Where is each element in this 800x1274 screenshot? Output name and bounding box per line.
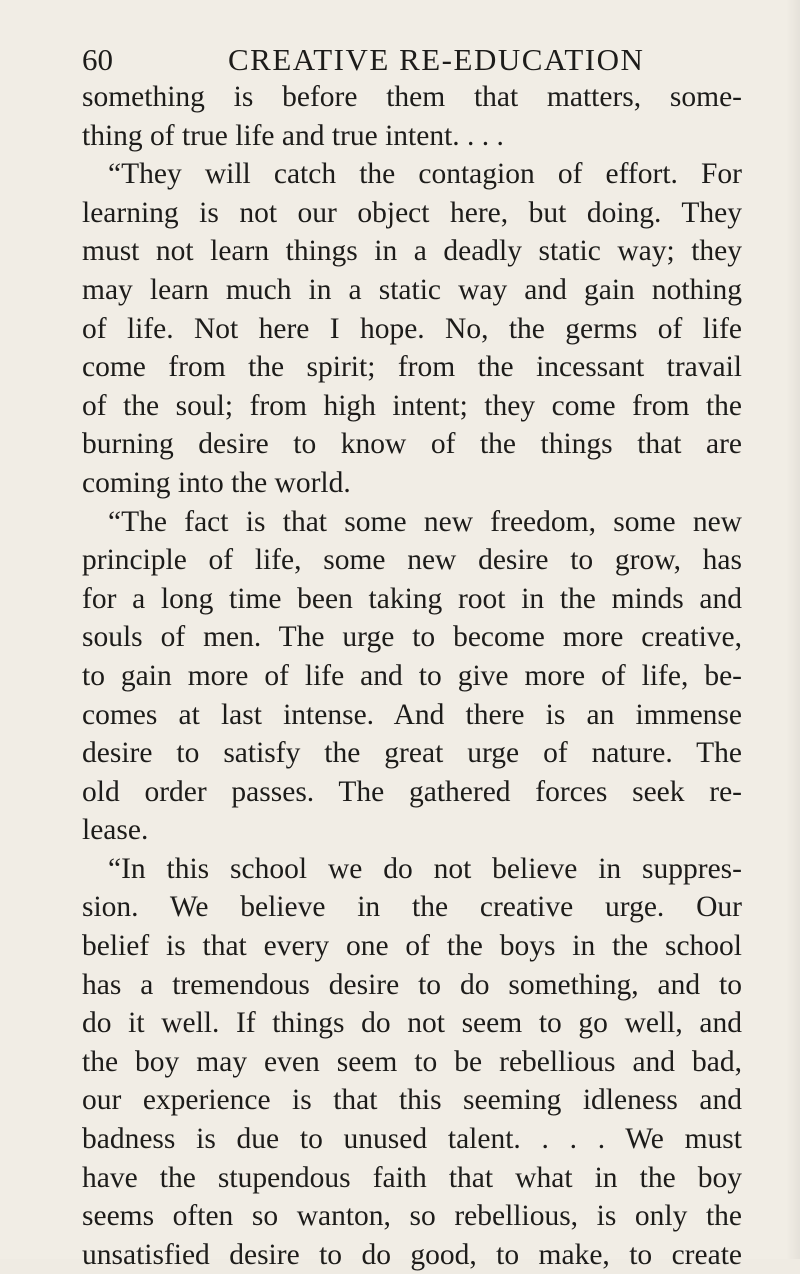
text-line: thing of true life and true intent. . . . bbox=[82, 119, 504, 152]
page-number: 60 bbox=[82, 42, 113, 77]
text-line: “They will catch the contagion of effort. For bbox=[108, 158, 742, 191]
text-line: must not learn things in a deadly static way; they bbox=[82, 235, 742, 268]
text-line: principle of life, some new desire to grow, has bbox=[82, 544, 742, 577]
body-text bbox=[82, 78, 742, 1274]
text-line: learning is not our object here, but doing. They bbox=[82, 196, 742, 229]
text-line: do it well. If things do not seem to go well, and bbox=[82, 1007, 742, 1040]
page-header bbox=[82, 38, 742, 82]
text-line: to gain more of life and to give more of life, be- bbox=[82, 659, 742, 692]
text-line: come from the spirit; from the incessant travail bbox=[82, 351, 742, 384]
page-edge-shadow bbox=[786, 0, 800, 1259]
text-line: burning desire to know of the things that are bbox=[82, 428, 742, 461]
text-line: the boy may even seem to be rebellious and bad, bbox=[82, 1045, 742, 1078]
text-line: has a tremendous desire to do something, and to bbox=[82, 968, 742, 1001]
text-line: have the stupendous faith that what in the boy bbox=[82, 1161, 742, 1194]
text-line: our experience is that this seeming idleness and bbox=[82, 1084, 742, 1117]
running-head: CREATIVE RE-EDUCATION bbox=[228, 42, 645, 77]
text-line: “In this school we do not believe in suppres- bbox=[108, 852, 742, 885]
text-line: old order passes. The gathered forces seek re- bbox=[82, 775, 742, 808]
text-line: desire to satisfy the great urge of nature. The bbox=[82, 737, 742, 770]
text-line: lease. bbox=[82, 814, 149, 847]
text-line: may learn much in a static way and gain nothing bbox=[82, 273, 742, 306]
text-line: belief is that every one of the boys in the school bbox=[82, 930, 742, 963]
text-line: of life. Not here I hope. No, the germs of life bbox=[82, 312, 742, 345]
text-line: seems often so wanton, so rebellious, is only the bbox=[82, 1200, 742, 1233]
text-line: comes at last intense. And there is an immense bbox=[82, 698, 742, 731]
text-line: badness is due to unused talent. . . . We must bbox=[82, 1123, 742, 1156]
text-line: for a long time been taking root in the minds and bbox=[82, 582, 742, 615]
text-line: souls of men. The urge to become more creative, bbox=[82, 621, 742, 654]
text-line: unsatisfied desire to do good, to make, to create bbox=[82, 1238, 742, 1271]
text-line: sion. We believe in the creative urge. Our bbox=[82, 891, 742, 924]
text-line: of the soul; from high intent; they come from the bbox=[82, 389, 742, 422]
text-line: something is before them that matters, some- bbox=[82, 81, 742, 113]
text-line: coming into the world. bbox=[82, 466, 351, 499]
text-line: “The fact is that some new freedom, some new bbox=[108, 505, 742, 538]
